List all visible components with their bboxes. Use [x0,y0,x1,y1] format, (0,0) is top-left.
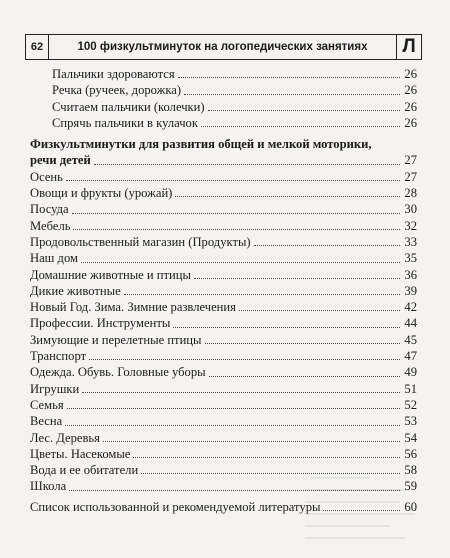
show-through-text [300,470,430,550]
toc-entry-page: 30 [404,202,417,217]
toc-entry-title: Осень [30,169,63,184]
running-title: 100 физкультминуток на логопедических занятиях [77,41,368,53]
toc-entry-title: Семья [30,397,64,412]
toc-entry-page: 35 [404,251,417,266]
toc-entry [30,364,417,380]
toc-entry [30,413,417,429]
toc-entry [30,397,417,413]
toc-section-heading [30,136,417,169]
dot-leader [82,392,400,393]
toc-entry-page: 49 [404,365,417,380]
toc-entry-title: Лес. Деревья [30,430,100,445]
toc-entry [30,267,417,283]
toc-entry [30,283,417,299]
toc-entry-title: Школа [30,479,67,494]
toc-entry-page: 51 [404,381,417,396]
page-number: 62 [26,35,49,59]
toc-entry-page: 36 [404,267,417,282]
toc-entry-page: 39 [404,283,417,298]
dot-leader [178,77,400,78]
toc-entry [30,348,417,364]
toc-entry-title: Посуда [30,202,69,217]
toc-entry-page: 60 [404,499,417,514]
toc-entry-page: 26 [404,99,417,114]
toc-entry-page: 47 [404,349,417,364]
dot-leader [65,425,400,426]
section-page: 27 [404,153,417,168]
toc-entry-page: 26 [404,83,417,98]
toc-entry [30,99,417,115]
toc-entry-title: Речка (ручеек, дорожка) [52,83,182,98]
section-title-line2: речи детей [30,153,91,168]
dot-leader [72,213,400,214]
toc-entry-page: 33 [404,234,417,249]
dot-leader [173,327,400,328]
dot-leader [201,126,400,127]
dot-leader [94,164,400,165]
toc-entry-page: 45 [404,332,417,347]
toc-entry-title: Спрячь пальчики в кулачок [52,115,198,130]
toc-entry [30,430,417,446]
toc-entry [30,201,417,217]
dot-leader [194,278,400,279]
toc-entry-title: Овощи и фрукты (урожай) [30,186,173,201]
toc-entry-title: Наш дом [30,251,78,266]
toc-entry-title: Список использованной и рекомендуемой литературы [30,499,321,514]
toc-entry-page: 56 [404,446,417,461]
dot-leader [208,110,400,111]
toc-entry [30,381,417,397]
toc-entry-title: Вода и ее обитатели [30,463,139,478]
toc-entry [30,218,417,234]
dot-leader [73,229,400,230]
toc-entry-page: 59 [404,479,417,494]
toc-entry [30,82,417,98]
toc-entry-page: 28 [404,186,417,201]
toc-entry [30,299,417,315]
toc-entry [30,315,417,331]
toc-entry-page: 53 [404,414,417,429]
toc-entry-title: Весна [30,414,63,429]
toc-entry-page: 58 [404,463,417,478]
toc-entry-title: Мебель [30,218,71,233]
dot-leader [67,408,400,409]
table-of-contents [30,66,417,515]
toc-entry [30,169,417,185]
toc-entry-page: 44 [404,316,417,331]
toc-entry-title: Цветы. Насекомые [30,446,131,461]
page-header [25,34,422,60]
toc-entry-title: Игрушки [30,381,80,396]
dot-leader [254,245,400,246]
toc-entry-page: 27 [404,169,417,184]
dot-leader [124,294,400,295]
toc-entry-page: 26 [404,115,417,130]
toc-entry-title: Домашние животные и птицы [30,267,191,282]
toc-entry-page: 54 [404,430,417,445]
toc-entry [30,250,417,266]
toc-entry-title: Одежда. Обувь. Головные уборы [30,365,206,380]
dot-leader [239,310,400,311]
dot-leader [89,359,400,360]
dot-leader [103,441,400,442]
toc-entry [30,185,417,201]
dot-leader [209,376,400,377]
toc-entry-title: Зимующие и перелетные птицы [30,332,202,347]
toc-entry-page: 26 [404,67,417,81]
toc-entry-title: Новый Год. Зима. Зимние развлечения [30,300,236,315]
section-title-line1: Физкультминутки для развития общей и мелкой моторики, [30,137,372,152]
toc-entry [30,234,417,250]
section-letter: Л [396,35,421,59]
dot-leader [175,196,400,197]
dot-leader [133,457,400,458]
toc-entry-title: Пальчики здороваются [52,67,175,81]
toc-entry [30,332,417,348]
dot-leader [66,180,400,181]
toc-entry-page: 32 [404,218,417,233]
dot-leader [205,343,400,344]
toc-entry [30,66,417,82]
toc-entry-page: 52 [404,397,417,412]
dot-leader [184,94,400,95]
toc-entry [30,115,417,131]
toc-entry-title: Считаем пальчики (колечки) [52,99,205,114]
toc-entry-title: Продовольственный магазин (Продукты) [30,234,251,249]
toc-entry-page: 42 [404,300,417,315]
toc-entry-title: Транспорт [30,349,87,364]
dot-leader [81,262,400,263]
toc-entry-title: Дикие животные [30,283,121,298]
toc-entry-title: Профессии. Инструменты [30,316,171,331]
toc-entry [30,446,417,462]
